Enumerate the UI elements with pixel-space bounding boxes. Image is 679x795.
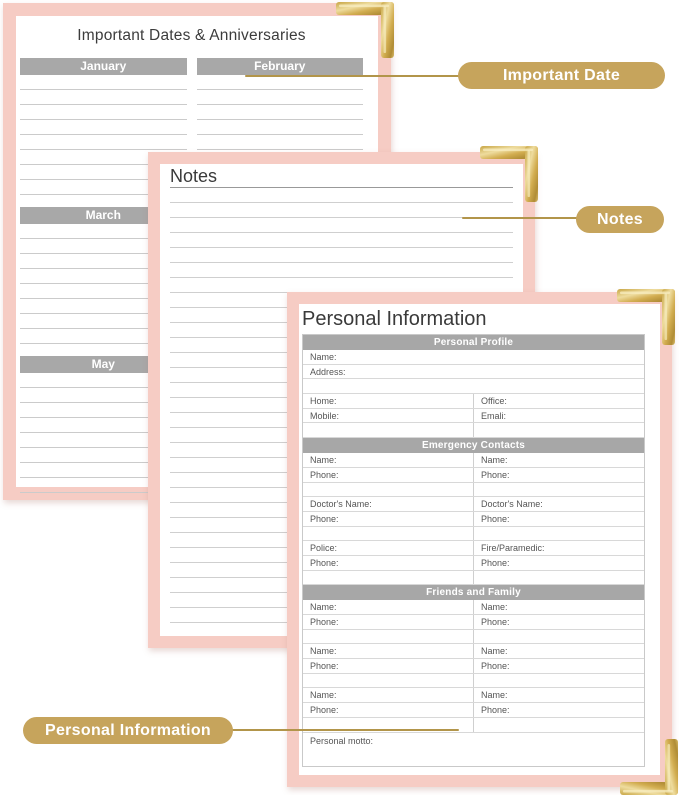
field-label: Name: [303, 688, 474, 702]
table-row [303, 688, 644, 703]
table-row [303, 703, 644, 718]
table-row [303, 483, 644, 498]
field-label: Phone: [481, 557, 510, 568]
table-row [303, 527, 644, 542]
field-label: Fire/Paramedic: [481, 543, 545, 554]
callout-line-notes [462, 217, 579, 219]
field-label [303, 379, 644, 393]
month-header-march: March [20, 207, 187, 224]
field-label: Phone: [303, 468, 474, 482]
field-label: Phone: [481, 660, 510, 671]
month-header-january: January [20, 58, 187, 75]
callout-line-important-date [245, 75, 461, 77]
field-label [303, 527, 474, 541]
field-label: Emali: [481, 410, 507, 421]
field-label [303, 630, 474, 644]
table-row [303, 674, 644, 689]
month-header-february: February [197, 58, 364, 75]
field-label: Mobile: [303, 409, 474, 423]
ruled-line [170, 248, 513, 263]
field-label: Home: [303, 394, 474, 408]
ruled-line [170, 218, 513, 233]
important-dates-title: Important Dates & Anniversaries [77, 27, 306, 44]
ruled-line [170, 188, 513, 203]
field-label: Name: [481, 690, 508, 701]
field-label: Address: [310, 366, 346, 377]
personal-information-title: Personal Information [302, 308, 487, 330]
gold-corner-icon [617, 289, 675, 345]
page-personal-information-paper [299, 304, 660, 775]
table-row [303, 394, 644, 409]
callout-pill-important-date: Important Date [458, 62, 665, 89]
table-row [303, 468, 644, 483]
field-label [474, 674, 644, 688]
table-row [303, 453, 644, 468]
field-label [474, 483, 644, 497]
table-row [303, 497, 644, 512]
field-label [474, 630, 644, 644]
field-label [303, 423, 474, 437]
field-label: Name: [481, 646, 508, 657]
table-section-header: Friends and Family [303, 585, 644, 600]
ruled-line [20, 135, 187, 150]
ruled-line [20, 90, 187, 105]
table-row [303, 541, 644, 556]
ruled-line [197, 120, 364, 135]
page-personal-information [287, 292, 672, 787]
callout-pill-personal-information: Personal Information [23, 717, 233, 744]
field-label: Office: [481, 395, 507, 406]
field-label: Name: [303, 644, 474, 658]
field-label: Name: [481, 602, 508, 613]
field-label: Phone: [303, 512, 474, 526]
field-label [303, 571, 474, 585]
ruled-line [20, 75, 187, 90]
field-label [303, 483, 474, 497]
field-label: Name: [303, 453, 474, 467]
ruled-line [197, 75, 364, 90]
ruled-line [20, 120, 187, 135]
ruled-line [170, 203, 513, 218]
field-label [474, 571, 644, 585]
table-row [303, 379, 644, 394]
ruled-line [197, 105, 364, 120]
field-label: Phone: [481, 616, 510, 627]
callout-pill-notes: Notes [576, 206, 664, 233]
field-label [303, 674, 474, 688]
field-label: Police: [303, 541, 474, 555]
table-row [303, 615, 644, 630]
ruled-line [20, 105, 187, 120]
field-label: Doctor's Name: [303, 497, 474, 511]
table-row-motto [303, 733, 644, 767]
ruled-line [170, 278, 513, 293]
table-row [303, 512, 644, 527]
field-label: Phone: [481, 513, 510, 524]
field-label: Phone: [481, 469, 510, 480]
field-label: Phone: [303, 703, 474, 717]
ruled-line [170, 263, 513, 278]
personal-information-form-table [302, 334, 645, 767]
table-row [303, 556, 644, 571]
table-section-header: Emergency Contacts [303, 438, 644, 453]
gold-corner-icon [336, 2, 394, 58]
table-row [303, 600, 644, 615]
field-label: Phone: [303, 615, 474, 629]
table-row [303, 409, 644, 424]
table-row [303, 423, 644, 438]
table-row [303, 365, 644, 380]
field-label: Name: [310, 351, 337, 362]
ruled-line [197, 135, 364, 150]
field-label: Phone: [303, 659, 474, 673]
field-label: Doctor's Name: [481, 499, 543, 510]
field-label [474, 527, 644, 541]
table-row [303, 644, 644, 659]
gold-corner-icon [620, 739, 678, 795]
table-section-header: Personal Profile [303, 335, 644, 350]
month-header-may: May [20, 356, 187, 373]
field-label: Personal motto: [310, 735, 374, 746]
field-label: Phone: [303, 556, 474, 570]
table-row [303, 659, 644, 674]
field-label: Name: [481, 454, 508, 465]
notes-title: Notes [170, 164, 513, 188]
table-row [303, 350, 644, 365]
field-label [474, 718, 644, 732]
field-label: Phone: [481, 704, 510, 715]
callout-line-personal-information [232, 729, 459, 731]
field-label [474, 423, 644, 437]
gold-corner-icon [480, 146, 538, 202]
field-label: Name: [303, 600, 474, 614]
table-row [303, 630, 644, 645]
table-row [303, 571, 644, 586]
ruled-line [170, 233, 513, 248]
ruled-line [197, 90, 364, 105]
